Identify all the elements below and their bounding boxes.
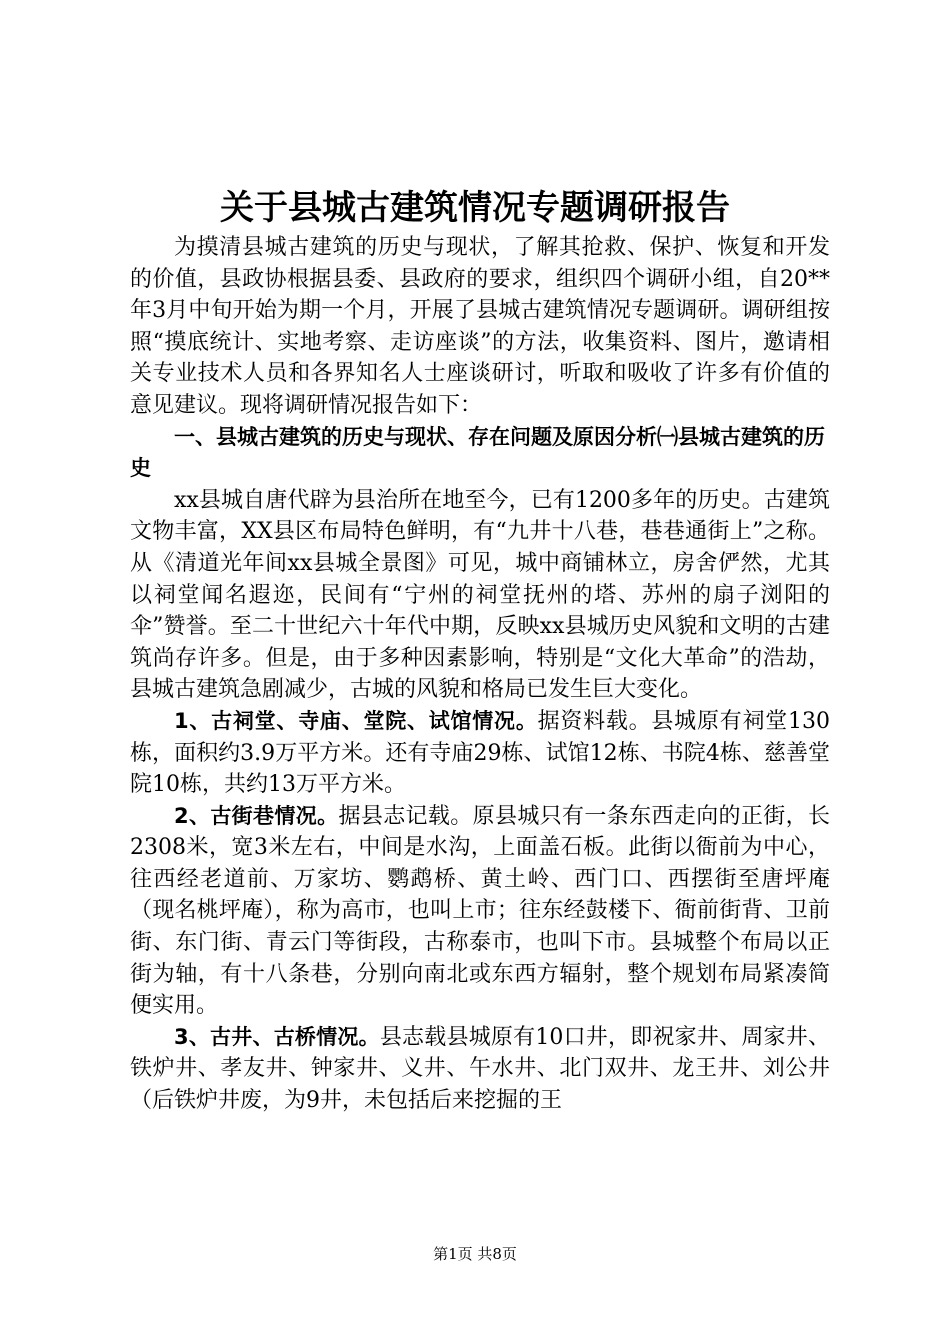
item-lead-temples: 1、古祠堂、寺庙、堂院、试馆情况。 <box>174 708 538 733</box>
item-text-temples: 据资料载。县城原有祠堂130栋，面积约3.9万平方米。还有寺庙29栋、试馆12栋、书院4栋、慈善堂院10栋，共约13万平方米。 <box>130 708 830 798</box>
item-text-wells: 县志载县城原有10口井，即祝家井、周家井、铁炉井、孝友井、钟家井、义井、午水井、北门双井、龙王井、刘公井（后铁炉井废，为9井，未包括后来挖掘的王 <box>130 1024 830 1114</box>
page-title: 关于县城古建筑情况专题调研报告 <box>220 188 730 228</box>
document-body <box>130 232 830 1117</box>
item-lead-streets: 2、古街巷情况。 <box>174 803 339 828</box>
page-footer: 第1页 共8页 <box>433 1245 517 1263</box>
item-paragraph-streets <box>130 801 830 1022</box>
section-heading: 一、县城古建筑的历史与现状、存在问题及原因分析㈠县城古建筑的历史 <box>130 424 825 481</box>
history-paragraph: xx县城自唐代辟为县治所在地至今，已有1200多年的历史。古建筑文物丰富，XX县区布局特色鲜明，有“九井十八巷，巷巷通街上”之称。从《清道光年间xx县城全景图》可见，城中商铺林立，房舍俨然，尤其以祠堂闻名遐迩，民间有“宁州的祠堂抚州的塔、苏州的扇子浏阳的伞”赞誉。至二十世纪六十年代中期，反映xx县城历史风貌和文明的古建筑尚存许多。但是，由于多种因素影响，特别是“文化大革命”的浩劫，县城古建筑急剧减少，古城的风貌和格局已发生巨大变化。 <box>130 487 830 703</box>
item-paragraph-wells <box>130 1022 830 1117</box>
intro-paragraph: 为摸清县城古建筑的历史与现状，了解其抢救、保护、恢复和开发的价值，县政协根据县委、县政府的要求，组织四个调研小组，自20**年3月中旬开始为期一个月，开展了县城古建筑情况专题调研。调研组按照“摸底统计、实地考察、走访座谈”的方法，收集资料、图片，邀请相关专业技术人员和各界知名人士座谈研讨，听取和吸收了许多有价值的意见建议。现将调研情况报告如下： <box>130 235 830 418</box>
item-lead-wells: 3、古井、古桥情况。 <box>174 1024 380 1049</box>
item-paragraph-temples <box>130 706 830 801</box>
item-text-streets: 据县志记载。原县城只有一条东西走向的正街，长2308米，宽3米左右，中间是水沟，上面盖石板。此街以衙前为中心，往西经老道前、万家坊、鹦鹉桥、黄土岭、西门口、西摆街至唐坪庵（现名桃坪庵），称为高市，也叫上市；往东经鼓楼下、衙前街背、卫前街、东门街、青云门等街段，古称泰市，也叫下市。县城整个布局以正街为轴，有十八条巷，分别向南北或东西方辐射，整个规划布局紧凑简便实用。 <box>130 803 830 1019</box>
